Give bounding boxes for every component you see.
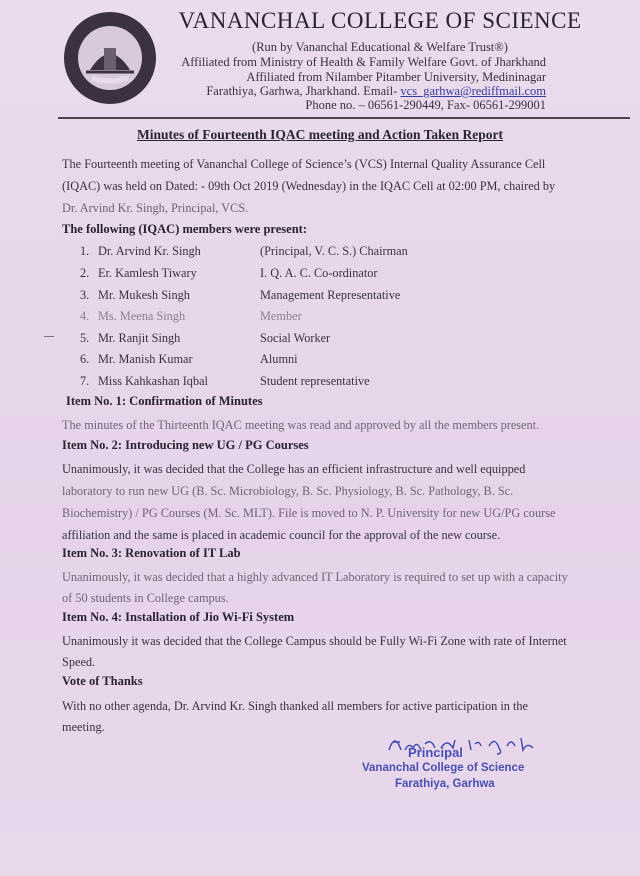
member-role: Student representative	[260, 374, 370, 388]
item2-line-2: laboratory to run new UG (B. Sc. Microbiology, B. Sc. Physiology, B. Sc. Pathology, B. Sc.	[62, 484, 514, 498]
intro-line-1: The Fourteenth meeting of Vananchal College of Science’s (VCS) Internal Quality Assurance Cell	[62, 157, 546, 171]
stamp-title: Principal	[408, 745, 463, 760]
member-role: (Principal, V. C. S.) Chairman	[260, 244, 408, 258]
member-row	[80, 288, 401, 308]
header-address-line	[120, 84, 546, 99]
item2-line-4: affiliation and the same is placed in academic council for the approval of the new course.	[62, 528, 501, 542]
item2-line-1: Unanimously, it was decided that the College has an efficient infrastructure and well equipped	[62, 462, 526, 476]
margin-mark	[44, 336, 54, 337]
member-role: Social Worker	[260, 331, 331, 345]
item3-line-1: Unanimously, it was decided that a highly advanced IT Laboratory is required to set up with a capacity	[62, 570, 568, 584]
item2-heading: Item No. 2: Introducing new UG / PG Courses	[62, 438, 309, 452]
member-name: Mr. Ranjit Singh	[98, 331, 181, 345]
vote-line-1: With no other agenda, Dr. Arvind Kr. Singh thanked all members for active participation in the	[62, 699, 528, 713]
member-row	[80, 309, 302, 329]
member-name: Mr. Manish Kumar	[98, 352, 193, 366]
college-name: VANANCHAL COLLEGE OF SCIENCE	[178, 8, 582, 33]
member-name: Mr. Mukesh Singh	[98, 288, 190, 302]
member-role: I. Q. A. C. Co-ordinator	[260, 266, 378, 280]
member-number: 7.	[80, 374, 90, 388]
vote-of-thanks-heading: Vote of Thanks	[62, 674, 143, 688]
header-affiliation-2: Affiliated from Nilamber Pitamber University, Medininagar	[246, 70, 546, 84]
email-link[interactable]: vcs_garhwa@rediffmail.com	[400, 84, 546, 98]
member-role: Management Representative	[260, 288, 401, 302]
member-number: 5.	[80, 331, 90, 345]
header-divider	[58, 117, 630, 119]
item4-line-1: Unanimously it was decided that the College Campus should be Fully Wi-Fi Zone with rate of Internet	[62, 634, 567, 648]
document-title: Minutes of Fourteenth IQAC meeting and Action Taken Report	[136, 127, 503, 142]
header-trust-line: (Run by Vananchal Educational & Welfare Trust®)	[252, 40, 508, 54]
item4-line-2: Speed.	[62, 655, 96, 669]
member-name: Miss Kahkashan Iqbal	[98, 374, 208, 388]
member-number: 6.	[80, 352, 90, 366]
member-role: Member	[260, 309, 302, 323]
member-row	[80, 374, 370, 394]
member-number: 3.	[80, 288, 90, 302]
intro-line-3: Dr. Arvind Kr. Singh, Principal, VCS.	[62, 201, 249, 215]
member-row	[80, 331, 331, 351]
header-affiliation-1: Affiliated from Ministry of Health & Family Welfare Govt. of Jharkhand	[181, 55, 546, 69]
member-row	[80, 266, 378, 286]
member-name: Dr. Arvind Kr. Singh	[98, 244, 201, 258]
item3-line-2: of 50 students in College campus.	[62, 591, 229, 605]
vote-line-2: meeting.	[62, 720, 105, 734]
item4-heading: Item No. 4: Installation of Jio Wi-Fi System	[62, 610, 295, 624]
item1-heading: Item No. 1: Confirmation of Minutes	[66, 394, 263, 408]
stamp-place: Farathiya, Garhwa	[395, 778, 495, 790]
member-row	[80, 352, 298, 372]
intro-line-2: (IQAC) was held on Dated: - 09th Oct 2019 (Wednesday) in the IQAC Cell at 02:00 PM, chaired by	[62, 179, 556, 193]
member-row	[80, 244, 408, 264]
stamp-college: Vananchal College of Science	[362, 762, 525, 774]
address-text: Farathiya, Garhwa, Jharkhand. Email-	[206, 84, 401, 98]
member-number: 4.	[80, 309, 90, 323]
item1-text: The minutes of the Thirteenth IQAC meeting was read and approved by all the members present.	[62, 418, 540, 432]
member-role: Alumni	[260, 352, 298, 366]
item3-heading: Item No. 3: Renovation of IT Lab	[62, 546, 241, 560]
member-number: 1.	[80, 244, 90, 258]
member-name: Er. Kamlesh Tiwary	[98, 266, 197, 280]
member-number: 2.	[80, 266, 90, 280]
header-phone-line: Phone no. – 06561-290449, Fax- 06561-299001	[305, 98, 546, 112]
item2-line-3: Biochemistry) / PG Courses (M. Sc. MLT). File is moved to N. P. University for new UG/PG course	[62, 506, 556, 520]
member-name: Ms. Meena Singh	[98, 309, 186, 323]
members-heading: The following (IQAC) members were present:	[62, 222, 307, 236]
